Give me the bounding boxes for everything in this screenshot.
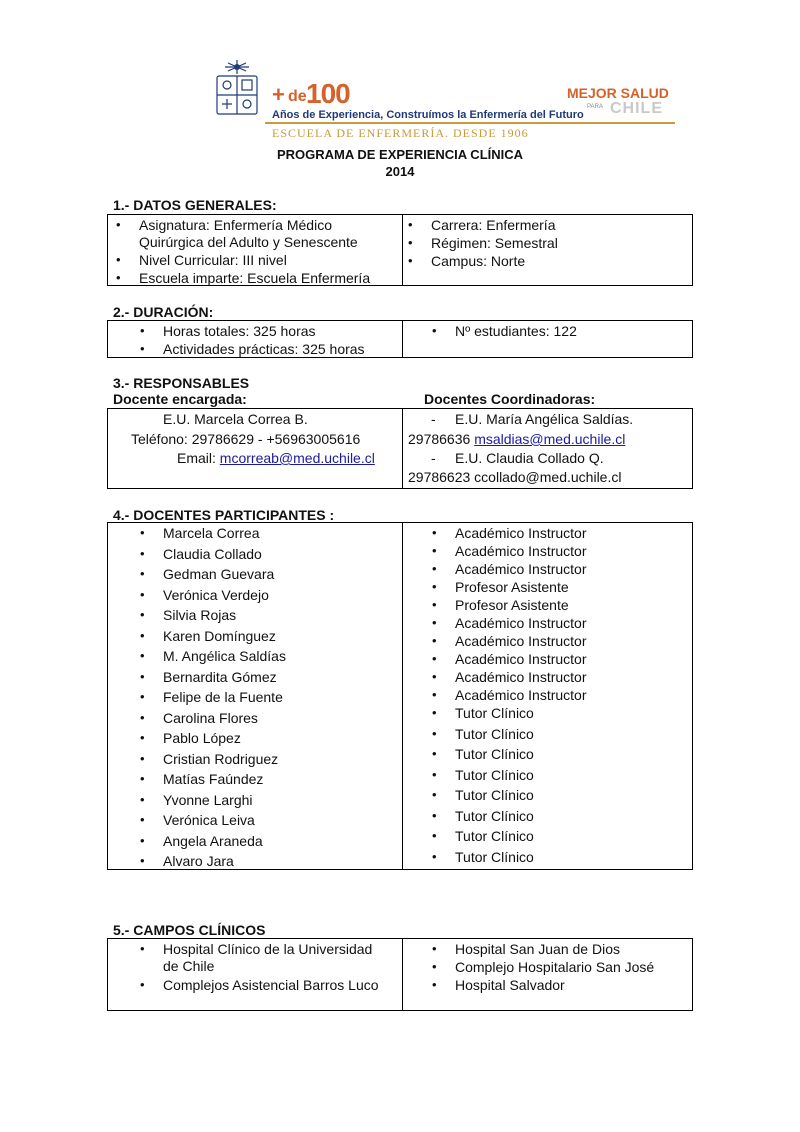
section-5-heading: 5.- CAMPOS CLÍNICOS [113, 922, 266, 938]
campo-hospital-clinico-cont: de Chile [163, 958, 215, 974]
coord1-phone: 29786636 [408, 431, 471, 447]
column-divider [402, 523, 403, 869]
escuela-imparte: • Escuela imparte: Escuela Enfermería [139, 270, 370, 286]
docente-name: • Cristian Rodriguez [163, 751, 278, 767]
plus-de-text: de [288, 88, 307, 105]
document-year: 2014 [385, 164, 415, 179]
campo-san-jose: • Complejo Hospitalario San José [455, 959, 654, 975]
section-3-heading: 3.- RESPONSABLES [113, 375, 250, 391]
docente-role: • Académico Instructor [455, 615, 587, 631]
docente-role: • Profesor Asistente [455, 579, 569, 595]
docente-role: • Académico Instructor [455, 543, 587, 559]
numero-estudiantes: • Nº estudiantes: 122 [455, 323, 577, 339]
asignatura-line: • Asignatura: Enfermería Médico [139, 217, 332, 233]
mejor-salud-logo: MEJOR SALUD [567, 85, 669, 101]
docente-name: • Karen Domínguez [163, 628, 276, 644]
encargada-name: E.U. Marcela Correa B. [163, 411, 308, 427]
docente-role: • Académico Instructor [455, 525, 587, 541]
section-2-heading: 2.- DURACIÓN: [113, 304, 214, 320]
docente-name: • Yvonne Larghi [163, 792, 253, 808]
docente-name: • Carolina Flores [163, 710, 258, 726]
anniversary-tagline: Años de Experiencia, Construímos la Enfermería del Futuro [272, 109, 584, 121]
coord2-name: E.U. Claudia Collado Q. [455, 450, 604, 466]
coord1-name: E.U. María Angélica Saldías. [455, 411, 634, 427]
nivel-curricular: • Nivel Curricular: III nivel [139, 252, 287, 268]
coord1-email-link[interactable]: msaldias@med.uchile.cl [474, 431, 626, 447]
docente-role: • Académico Instructor [455, 687, 587, 703]
coord1-dash: - [431, 411, 436, 427]
escuela-since-line: ESCUELA DE ENFERMERÍA. DESDE 1906 [272, 126, 529, 140]
encargada-email-row [177, 450, 375, 466]
plus-sign: + [272, 82, 285, 107]
column-divider [402, 215, 403, 285]
banner-divider [265, 122, 675, 124]
section-1-heading: 1.- DATOS GENERALES: [113, 197, 277, 213]
campo-barros-luco: • Complejos Asistencial Barros Luco [163, 977, 379, 993]
docente-role: • Académico Instructor [455, 651, 587, 667]
column-divider [402, 409, 403, 488]
chile-logo-text: CHILE [610, 100, 663, 117]
actividades-practicas: • Actividades prácticas: 325 horas [163, 341, 365, 357]
encargada-email-link[interactable]: mcorreab@med.uchile.cl [219, 450, 375, 466]
column-divider [402, 939, 403, 1010]
docente-encargada-label: Docente encargada: [113, 391, 247, 407]
campo-hospital-clinico: • Hospital Clínico de la Universidad [163, 941, 372, 957]
docente-role: • Académico Instructor [455, 561, 587, 577]
docente-name: • Claudia Collado [163, 546, 262, 562]
docente-name: • Alvaro Jara [163, 853, 234, 869]
docente-role: • Tutor Clínico [455, 787, 534, 803]
docente-name: • Marcela Correa [163, 525, 259, 541]
docente-role: • Tutor Clínico [455, 726, 534, 742]
docente-name: • Gedman Guevara [163, 566, 274, 582]
campus: • Campus: Norte [431, 253, 525, 269]
docente-name: • Verónica Leiva [163, 812, 255, 828]
coord2-contact: 29786623 ccollado@med.uchile.cl [408, 469, 622, 485]
carrera: • Carrera: Enfermería [431, 217, 555, 233]
docente-name: • Felipe de la Fuente [163, 689, 283, 705]
docente-role: • Profesor Asistente [455, 597, 569, 613]
docente-role: • Tutor Clínico [455, 746, 534, 762]
docentes-coordinadoras-label: Docentes Coordinadoras: [424, 391, 596, 407]
university-crest-logo [214, 58, 260, 118]
docente-name: • Pablo López [163, 730, 241, 746]
coord1-contact [408, 431, 625, 447]
campo-san-juan-de-dios: • Hospital San Juan de Dios [455, 941, 620, 957]
coord2-dash: - [431, 450, 436, 466]
docente-role: • Tutor Clínico [455, 705, 534, 721]
horas-totales: • Horas totales: 325 horas [163, 323, 316, 339]
column-divider [402, 321, 403, 357]
docente-role: • Tutor Clínico [455, 828, 534, 844]
docente-role: • Tutor Clínico [455, 808, 534, 824]
docente-role: • Tutor Clínico [455, 849, 534, 865]
email-label: Email: [177, 450, 216, 466]
para-label: PARA [587, 104, 603, 110]
docente-name: • Bernardita Gómez [163, 669, 277, 685]
encargada-phone: Teléfono: 29786629 - +56963005616 [131, 431, 361, 447]
asignatura-line-cont: Quirúrgica del Adulto y Senescente [139, 234, 358, 250]
docente-name: • Matías Faúndez [163, 771, 263, 787]
anniversary-number: 100 [306, 78, 350, 109]
docente-role: • Académico Instructor [455, 633, 587, 649]
docente-role: • Académico Instructor [455, 669, 587, 685]
docente-name: • M. Angélica Saldías [163, 648, 286, 664]
section-4-heading: 4.- DOCENTES PARTICIPANTES : [113, 507, 335, 523]
docente-name: • Angela Araneda [163, 833, 263, 849]
header-banner [210, 52, 680, 142]
docente-name: • Silvia Rojas [163, 607, 236, 623]
docente-name: • Verónica Verdejo [163, 587, 269, 603]
regimen: • Régimen: Semestral [431, 235, 558, 251]
document-title: PROGRAMA DE EXPERIENCIA CLÍNICA [276, 147, 524, 162]
campo-salvador: • Hospital Salvador [455, 977, 565, 993]
docente-role: • Tutor Clínico [455, 767, 534, 783]
